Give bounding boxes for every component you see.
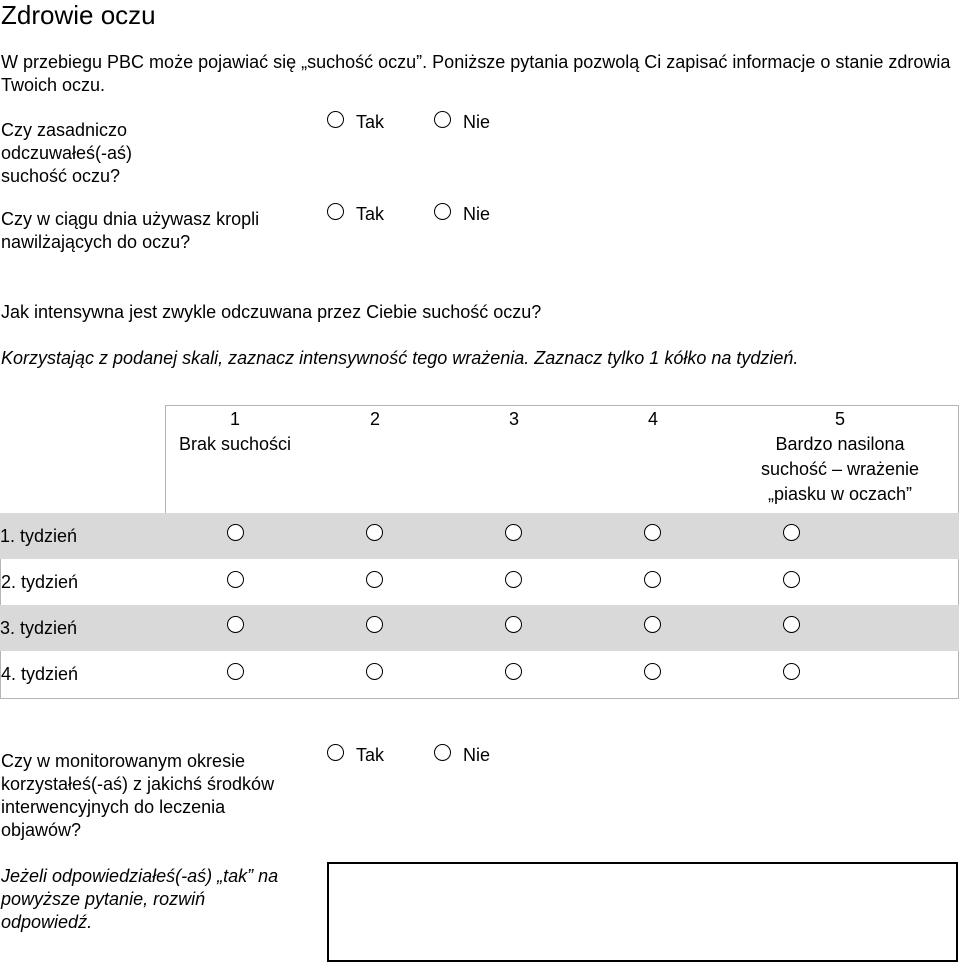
table-row bbox=[0, 513, 959, 559]
week1-rating-1-radio[interactable] bbox=[227, 524, 244, 541]
q1-yes-label: Tak bbox=[356, 112, 385, 132]
question-line: interwencyjnych do leczenia bbox=[1, 797, 226, 817]
intro-text: W przebiegu PBC może pojawiać się „suchość oczu”. Poniższe pytania pozwolą Ci zapisać informacje o stanie zdrowia Twoich oczu. bbox=[1, 52, 951, 95]
week-label: 4. tydzień bbox=[1, 664, 79, 684]
week2-rating-2-radio[interactable] bbox=[366, 571, 383, 588]
question-line: Czy w monitorowanym okresie bbox=[1, 751, 246, 771]
q3-yes-label: Tak bbox=[356, 745, 385, 765]
q2-no-label: Nie bbox=[463, 204, 491, 224]
followup-line: odpowiedź. bbox=[1, 912, 93, 932]
scale-col-4: 4 bbox=[647, 409, 658, 429]
followup-line: Jeżeli odpowiedziałeś(-aś) „tak” na bbox=[1, 866, 279, 886]
q1-no-radio[interactable] bbox=[434, 111, 451, 128]
q2-no-radio[interactable] bbox=[434, 203, 451, 220]
week3-rating-4-radio[interactable] bbox=[644, 616, 661, 633]
week-label: 2. tydzień bbox=[1, 572, 79, 592]
grid-bottom-border bbox=[0, 698, 959, 699]
followup-line: powyższe pytanie, rozwiń bbox=[1, 889, 206, 909]
week4-rating-5-radio[interactable] bbox=[783, 663, 800, 680]
table-row bbox=[0, 651, 959, 698]
scale-label-severe: „piasku w oczach” bbox=[767, 484, 913, 504]
week2-rating-3-radio[interactable] bbox=[505, 571, 522, 588]
scale-col-3: 3 bbox=[508, 409, 519, 429]
question-eye-drops bbox=[1, 208, 259, 254]
question-line: nawilżających do oczu? bbox=[1, 232, 191, 252]
scale-col-1 bbox=[165, 407, 305, 457]
question-line: Czy w ciągu dnia używasz kropli bbox=[1, 209, 260, 229]
question-interventions bbox=[1, 750, 274, 842]
week2-rating-5-radio[interactable] bbox=[783, 571, 800, 588]
q3-yes-radio[interactable] bbox=[327, 744, 344, 761]
week1-rating-4-radio[interactable] bbox=[644, 524, 661, 541]
week1-rating-3-radio[interactable] bbox=[505, 524, 522, 541]
week1-rating-5-radio[interactable] bbox=[783, 524, 800, 541]
scale-label-none: Brak suchości bbox=[178, 434, 292, 454]
scale-label-severe: Bardzo nasilona bbox=[775, 434, 905, 454]
week4-rating-3-radio[interactable] bbox=[505, 663, 522, 680]
q2-yes-radio[interactable] bbox=[327, 203, 344, 220]
page-title: Zdrowie oczu bbox=[1, 0, 156, 30]
question-line: Czy zasadniczo bbox=[1, 120, 128, 140]
scale-number: 1 bbox=[229, 409, 240, 429]
table-row bbox=[0, 605, 959, 651]
scale-instruction: Korzystając z podanej skali, zaznacz intensywność tego wrażenia. Zaznacz tylko 1 kółko na tydzień. bbox=[1, 348, 799, 368]
week-label: 3. tydzień bbox=[0, 618, 78, 638]
q3-no-label: Nie bbox=[463, 745, 491, 765]
week-label: 1. tydzień bbox=[0, 526, 78, 546]
week2-rating-1-radio[interactable] bbox=[227, 571, 244, 588]
week4-rating-4-radio[interactable] bbox=[644, 663, 661, 680]
week4-rating-1-radio[interactable] bbox=[227, 663, 244, 680]
q1-yes-radio[interactable] bbox=[327, 111, 344, 128]
scale-label-severe: suchość – wrażenie bbox=[760, 459, 920, 479]
question-line: suchość oczu? bbox=[1, 166, 121, 186]
week2-rating-4-radio[interactable] bbox=[644, 571, 661, 588]
question-dry-eyes bbox=[1, 119, 132, 188]
week1-rating-2-radio[interactable] bbox=[366, 524, 383, 541]
week4-rating-2-radio[interactable] bbox=[366, 663, 383, 680]
scale-col-2: 2 bbox=[369, 409, 380, 429]
week3-rating-1-radio[interactable] bbox=[227, 616, 244, 633]
q2-yes-label: Tak bbox=[356, 204, 385, 224]
followup-prompt bbox=[1, 865, 278, 934]
question-line: odczuwałeś(-aś) bbox=[1, 143, 133, 163]
table-row bbox=[0, 559, 959, 605]
intensity-scale-grid bbox=[0, 405, 959, 699]
scale-number: 5 bbox=[834, 409, 845, 429]
q3-no-radio[interactable] bbox=[434, 744, 451, 761]
scale-col-5 bbox=[735, 407, 945, 507]
followup-answer-box[interactable] bbox=[327, 862, 958, 962]
week3-rating-5-radio[interactable] bbox=[783, 616, 800, 633]
question-line: korzystałeś(-aś) z jakichś środków bbox=[1, 774, 275, 794]
question-line: objawów? bbox=[1, 820, 82, 840]
week3-rating-2-radio[interactable] bbox=[366, 616, 383, 633]
q1-no-label: Nie bbox=[463, 112, 491, 132]
week3-rating-3-radio[interactable] bbox=[505, 616, 522, 633]
intensity-question: Jak intensywna jest zwykle odczuwana przez Ciebie suchość oczu? bbox=[1, 302, 542, 322]
